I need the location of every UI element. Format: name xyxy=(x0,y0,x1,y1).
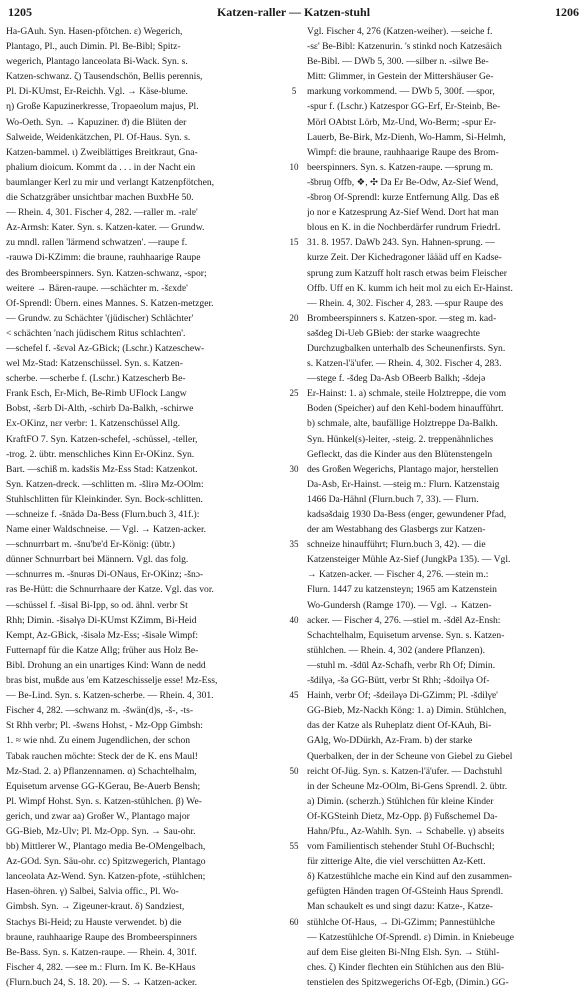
text-line: blous en K. in die Nochberdärfer rundrum FriedrL xyxy=(307,222,501,234)
text-line: Wimpf: die braune, rauhhaarige Raupe des Brom- xyxy=(307,146,499,158)
text-line: Katzensteiger Mühle Az-Sief (JungkPa 135). — Vgl. xyxy=(307,554,511,566)
text-line: a) Dimin. (scherzh.) Stühlchen für kleine Kinder xyxy=(307,795,494,807)
text-line: vom Familientisch stehender Stuhl Of-Buchschl; xyxy=(307,841,495,853)
text-line: -spur f. (Lschr.) Katzespor GG-Erf, Er-Steinb, Be- xyxy=(307,101,501,113)
text-line: Bart. —schiß m. kadsšis Mz-Ess Stad: Katzenkot. xyxy=(6,463,198,475)
text-line: — Be-Lind. Syn. s. Katzen-scherbe. — Rhein. 4, 301. xyxy=(6,690,214,702)
text-line: gerich, und zwar aa) Großer W., Plantago major xyxy=(6,810,190,822)
text-line: Tabak rauchen möchte: Steck der de K. ens Maul! xyxy=(6,750,198,762)
text-line: -rauwə Di-KZimm: die braune, rauhhaarige Raupe xyxy=(6,252,201,264)
text-line: Er-Hainst: 1. a) schmale, steile Holztreppe, die vom xyxy=(307,388,507,400)
text-line: Plantago, Pl., auch Dimin. Pl. Be-Bibl; Spitz- xyxy=(6,41,181,53)
text-line: bras bist, mußde aus 'em Katzeschisselje esse! Mz-Ess, xyxy=(6,675,218,687)
text-line: kadsəšdaig 1930 Da-Bess (enger, gewundener Pfad, xyxy=(307,509,507,520)
text-line: Fischer 4, 282. —see m.: Flurn. Im K. Be-KHaus xyxy=(6,961,196,973)
text-line: Mz-Stad. 2. a) Pflanzennamen. α) Schachtelhalm, xyxy=(6,765,197,777)
text-line: Az-GOd. Syn. Säu-ohr. cc) Spitzwegerich, Plantago xyxy=(6,856,206,868)
text-line: zu mndl. rallen 'lärmend schwatzen'. —raupe f. xyxy=(6,237,188,249)
text-line: Futternapf für die Katze Allg; früher aus Holz Be- xyxy=(6,644,199,656)
text-line: Hainh, verbr Of; -šdeiləγə Di-GZimm; Pl. -šdilγɐ' xyxy=(307,690,498,702)
text-line: scherbe. —scherbe f. (Lschr.) Katzescherb Be- xyxy=(6,373,186,385)
text-line: Hahn/Pfu., Az-Wahlh. Syn. → Schabelle. γ) abseits xyxy=(307,825,505,837)
text-line: das der Katze als Ruheplatz dient Of-KAuh, Bi- xyxy=(307,720,492,732)
text-line: braune, rauhhaarige Raupe des Brombeerspinners xyxy=(6,931,198,943)
text-line: b) schmale, alte, baufällige Holztreppe Da-Balkh. xyxy=(307,418,498,430)
text-line: Katzen-schwanz. ζ) Tausendschön, Bellis perennis, xyxy=(6,71,203,83)
text-line: Frank Esch, Er-Mich, Be-Rimb UFlock Langw xyxy=(6,388,187,400)
text-line: Stuhlschlitten für Kleinkinder. Syn. Bock-schlitten. xyxy=(6,493,203,505)
text-line: baumlanger Kerl zu mir und verlangt Katzenpfötchen, xyxy=(6,176,215,188)
line-number: 30 xyxy=(289,463,299,474)
text-line: —schefel f. -šɛvəl Az-GBick; (Lschr.) Katzeschew- xyxy=(6,342,205,354)
text-line: rəs Be-Hütt: die Schnurrhaare der Katze. Vgl. das vor. xyxy=(6,584,214,596)
line-number: 55 xyxy=(289,841,299,852)
text-line: Katzen-bammel. ι) Zweiblättiges Breitkraut, Gna- xyxy=(6,146,198,158)
page-number-left: 1205 xyxy=(8,5,32,19)
line-number: 20 xyxy=(289,312,299,323)
text-line: -trog. 2. übtr. menschliches Kinn Er-OKinz. Syn. xyxy=(6,448,195,460)
text-line: — Rhein. 4, 302. Fischer 4, 283. —spur Raupe des xyxy=(307,297,504,309)
text-line: weitere → Bären-raupe. —schächter m. -šɛxdɐ' xyxy=(6,282,188,294)
line-number: 15 xyxy=(289,237,299,248)
text-line: sprung zum Katzuff holt rasch etwas beim Fleischer xyxy=(307,267,507,279)
text-line: Syn. Hünkel(s)-leiter, -steig. 2. treppenähnliches xyxy=(307,433,494,445)
text-line: < schächten 'nach jüdischem Ritus schlachten'. xyxy=(6,327,186,339)
line-number: 35 xyxy=(289,539,299,550)
text-line: -sɛ' Be-Bibl: Katzenurin. 's stinkd noch Katzesäich xyxy=(307,41,502,53)
text-line: bb) Mittlerer W., Plantago media Be-OMengelbach, xyxy=(6,841,206,853)
text-line: des Großen Wegerichs, Plantago major, herstellen xyxy=(307,463,499,475)
text-line: kurze Zeit. Der Kichedragoner läääd uff en Kadse- xyxy=(307,252,502,264)
text-line: -šbruŋ Offb, ❖, ✣ Da Er Be-Odw, Az-Sief Wend, xyxy=(307,176,499,188)
text-line: beerspinners. Syn. s. Katzen-raupe. —sprung m. xyxy=(307,161,493,173)
text-line: des Brombeerspinners. Syn. Katzen-schwanz, -spor; xyxy=(6,267,207,279)
text-line: —stege f. -šdeg Da-Asb OBeerb Balkh; -šdejə xyxy=(307,373,486,385)
text-line: —schnurres m. -šnurəs Di-ONaus, Er-OKinz; -šnɔ- xyxy=(6,569,204,581)
text-line: Kempt, Az-GBick, -šisələ Mz-Ess; -šisəle Wimpf: xyxy=(6,629,199,641)
text-line: GG-Bieb, Mz-Nackh Köng: 1. a) Dimin. Stühlchen, xyxy=(307,705,507,717)
text-line: -šdilγə, -šə GG-Bütt, verbr St Rhh; -šdoilγə Of- xyxy=(307,675,490,687)
text-line: Of-KGSteinh Dietz, Mz-Opp. β) Fußschemel Da- xyxy=(307,810,498,822)
text-line: Flurn. 1447 zu katzensteyn; 1965 am Katzenstein xyxy=(307,584,497,596)
text-line: wegerich, Plantago lanceolata Bi-Wack. Syn. s. xyxy=(6,56,188,68)
page-header xyxy=(8,5,579,21)
text-line: GG-Bieb, Mz-Ulv; Pl. Mz-Opp. Syn. → Sau-ohr. xyxy=(6,825,196,837)
text-line: Rhh; Dimin. -šisəlγə Di-KUmst KZimm, Bi-Heid xyxy=(6,614,197,626)
left-column xyxy=(6,24,279,990)
text-line: — Rhein. 4, 301. Fischer 4, 282. —raller m. -ralɐ' xyxy=(6,207,198,219)
text-line: acker. — Fischer 4, 276. —stiel m. -šdēl Az-Ensh: xyxy=(307,614,501,626)
text-line: η) Große Kapuzinerkresse, Tropaeolum majus, Pl. xyxy=(6,101,199,113)
text-line: — Katzestühlche Of-Sprendl. ε) Dimin. in Kniebeuge xyxy=(307,931,515,943)
line-number: 40 xyxy=(289,614,299,625)
text-line: Of-Sprendl: Übern. eines Mannes. S. Katzen-metzger. xyxy=(6,297,214,309)
text-line: Man schaukelt es und singt dazu: Katze-, Katze- xyxy=(307,901,493,913)
text-line: Querbalken, der in der Scheune von Giebel zu Giebel xyxy=(307,750,513,762)
text-line: Wo-Gundersh (Ramge 170). — Vgl. → Katzen- xyxy=(307,599,492,611)
text-line: stühlchen. — Rhein. 4, 302 (andere Pflanzen). xyxy=(307,644,485,656)
text-line: Bibl. Drohung an ein unartiges Kind: Wann de nedd xyxy=(6,659,206,671)
text-line: səšdeg Di-Ueb GBieb: der starke waagrechte xyxy=(307,327,480,339)
text-line: Gimbsh. Syn. → Zigeuner-kraut. δ) Sandziest, xyxy=(6,901,185,913)
text-line: der am Westabhang des Glasbergs zur Katzen- xyxy=(307,524,486,536)
line-number: 10 xyxy=(289,161,299,172)
text-line: tenstielen des Spitzwegerichs Of-Egb, (Dimin.) GG- xyxy=(307,976,509,988)
line-number: 60 xyxy=(289,916,299,927)
text-line: ches. ζ) Kinder flechten ein Stühlchen aus den Blü- xyxy=(307,961,505,973)
text-line: Name einer Waldschneise. — Vgl. → Katzen-acker. xyxy=(6,524,207,536)
text-line: Da-Asb, Er-Hainst. —steig m.: Flurn. Katzenstaig xyxy=(307,478,500,490)
text-line: phalium dioicum. Kommt da . . . in der Nacht ein xyxy=(6,161,196,173)
text-line: Bobst, -šɛrb Di-Alth, -schirb Da-Balkh, -schirwe xyxy=(6,403,194,415)
text-line: —stuhl m. -šdūl Az-Schafh, verbr Rh Of; Dimin. xyxy=(307,659,496,671)
page-number-right: 1206 xyxy=(555,5,579,19)
text-line: δ) Katzestühlche mache ein Kind auf den zusammen- xyxy=(307,871,513,883)
text-line: Vgl. Fischer 4, 276 (Katzen-weiher). —seiche f. xyxy=(307,26,493,37)
text-line: markung vorkommend. — DWb 5, 300f. —spor, xyxy=(307,86,495,98)
text-line: Fischer 4, 282. —schwanz m. -šwän(d)s, -š-, -ts- xyxy=(6,705,194,717)
text-line: Syn. Katzen-dreck. —schlitten m. -šlirə Mz-OOlm: xyxy=(6,478,204,490)
line-number: 5 xyxy=(291,86,297,97)
text-line: Brombeerspinners s. Katzen-spor. —steg m. kad- xyxy=(307,312,497,324)
text-line: Equisetum arvense GG-KGerau, Be-Auerb Bensh; xyxy=(6,780,201,792)
text-line: Az-Armsh: Kater. Syn. s. Katzen-kater. — Grundw. xyxy=(6,222,205,234)
text-line: —schnurrbart m. -šnu'bɐ'd Er-König: (übtr.) xyxy=(6,539,175,551)
text-line: für zitterige Alte, die viel verschütten Az-Kett. xyxy=(307,856,486,868)
text-line: -šbroŋ Of-Sprendl: kurze Entfernung Allg. Das eß xyxy=(307,192,500,204)
text-line: —schüssel f. -šisəl Bi-Ipp, so od. ähnl. verbr St xyxy=(6,599,188,611)
text-line: Salweide, Weidenkätzchen, Pl. Of-Haus. Syn. s. xyxy=(6,131,191,143)
text-line: Be-Bibl. — DWb 5, 300. —silber n. -silwɐ Be- xyxy=(307,56,489,68)
text-line: KraftFO 7. Syn. Katzen-schefel, -schüssel, -teller, xyxy=(6,433,198,445)
line-number: 45 xyxy=(289,690,299,701)
text-line: Mörl OAbtst Lörb, Mz-Und, Wo-Berm; -spur Er- xyxy=(307,116,497,128)
text-line: Durchzugbalken unterhalb des Scheunenfirsts. Syn. xyxy=(307,342,506,354)
text-line: Mitt: Glimmer, in Gestein der Mittershäuser Ge- xyxy=(307,71,494,83)
text-line: s. Katzen-l'ä'ufer. — Rhein. 4, 302. Fischer 4, 283. xyxy=(307,358,502,370)
text-line: —schneize f. -šnädə Da-Bess (Flurn.buch 3, 41f.): xyxy=(6,509,200,520)
text-line: jo nor e Katzesprung Az-Sief Wend. Dort hat man xyxy=(307,207,499,219)
text-line: GAlg, Wo-DDürkh, Az-Fram. b) der starke xyxy=(307,735,473,747)
text-line: stühlche Of-Haus, → Di-GZimm; Pannestühlche xyxy=(307,916,495,928)
text-line: die Schatzgräber unsichtbar machen BuxbHe 50. xyxy=(6,192,194,204)
text-line: 1. ≈ wie nhd. Zu einem Jugendlichen, der schon xyxy=(6,735,191,747)
text-line: Ha-GAuh. Syn. Hasen-pfötchen. ε) Wegerich, xyxy=(6,26,183,37)
text-line: schneize hinaufführt; Flurn.buch 3, 42). — die xyxy=(307,539,486,551)
line-number: 25 xyxy=(289,388,299,399)
text-line: St Rhh verbr; Pl. -šwɛns Hohst, - Mz-Opp Gimbsh: xyxy=(6,720,203,732)
running-title: Katzen-raller — Katzen-stuhl xyxy=(216,5,371,19)
text-line: — Grundw. zu Schächter '(jüdischer) Schlächter' xyxy=(6,312,194,324)
text-line: Stachys Bi-Heid; zu Hauste verwendet. b) die xyxy=(6,916,182,928)
text-line: dünner Schnurrbart bei Männern. Vgl. das folg. xyxy=(6,554,189,566)
text-line: Offb. Uff en K. kumm ich heit mol zu eich Er-Hainst. xyxy=(307,282,513,294)
text-line: Pl. Di-KUmst, Er-Reichh. Vgl. → Käse-blume. xyxy=(6,86,188,98)
text-line: lanceolata Az-Wend. Syn. Katzen-pfote, -stühlchen; xyxy=(6,871,206,883)
text-line: Boden (Speicher) auf den Kehl-bodem hinaufführt. xyxy=(307,403,504,415)
right-column xyxy=(307,24,581,990)
text-line: Be-Bass. Syn. s. Katzen-raupe. — Rhein. 4, 301f. xyxy=(6,946,197,958)
text-line: Ex-OKinz, nɛr verbr: 1. Katzenschüssel Allg. xyxy=(6,418,181,430)
line-number: 50 xyxy=(289,765,299,776)
text-line: Hasen-öhren. γ) Salbei, Salvia offic., Pl. Wo- xyxy=(6,886,179,898)
text-line: in der Scheune Mz-OOlm, Bi-Gens Sprendl. 2. übtr. xyxy=(307,780,508,792)
text-line: → Katzen-acker. — Fischer 4, 276. —stein m.: xyxy=(307,569,489,581)
text-line: Lauerb, Be-Birk, Mz-Dienh, Wo-Hamm, Si-Helmh, xyxy=(307,131,506,143)
text-line: Wo-Oeth. Syn. → Kapuziner. ϑ) die Blüten der xyxy=(6,116,187,128)
text-line: auf dem Eise gleiten Bi-NIng Elsh. Syn. → Stühl- xyxy=(307,946,500,958)
text-line: Pl. Wimpf Hohst. Syn. s. Katzen-stühlchen. β) We- xyxy=(6,795,202,807)
text-line: (Flurn.buch 24, S. 18. 20). — S. → Katzen-acker. xyxy=(6,976,198,988)
text-line: 31. 8. 1957. DaWb 243. Syn. Hahnen-sprung. — xyxy=(307,237,495,249)
text-line: Schachtelhalm, Equisetum arvense. Syn. s. Katzen- xyxy=(307,629,505,641)
text-line: wel Mz-Stad: Katzenschüssel. Syn. s. Katzen- xyxy=(6,358,183,370)
text-line: Gefleckt, das die Kinder aus den Blütenstengeln xyxy=(307,448,493,460)
text-line: reicht Of-Jüg. Syn. s. Katzen-l'ä'ufer. — Dachstuhl xyxy=(307,765,503,777)
text-line: 1466 Da-Hähnl (Flurn.buch 7, 33). — Flurn. xyxy=(307,493,479,505)
text-line: gefügten Händen tragen Of-GSteinh Haus Sprendl. xyxy=(307,886,504,898)
